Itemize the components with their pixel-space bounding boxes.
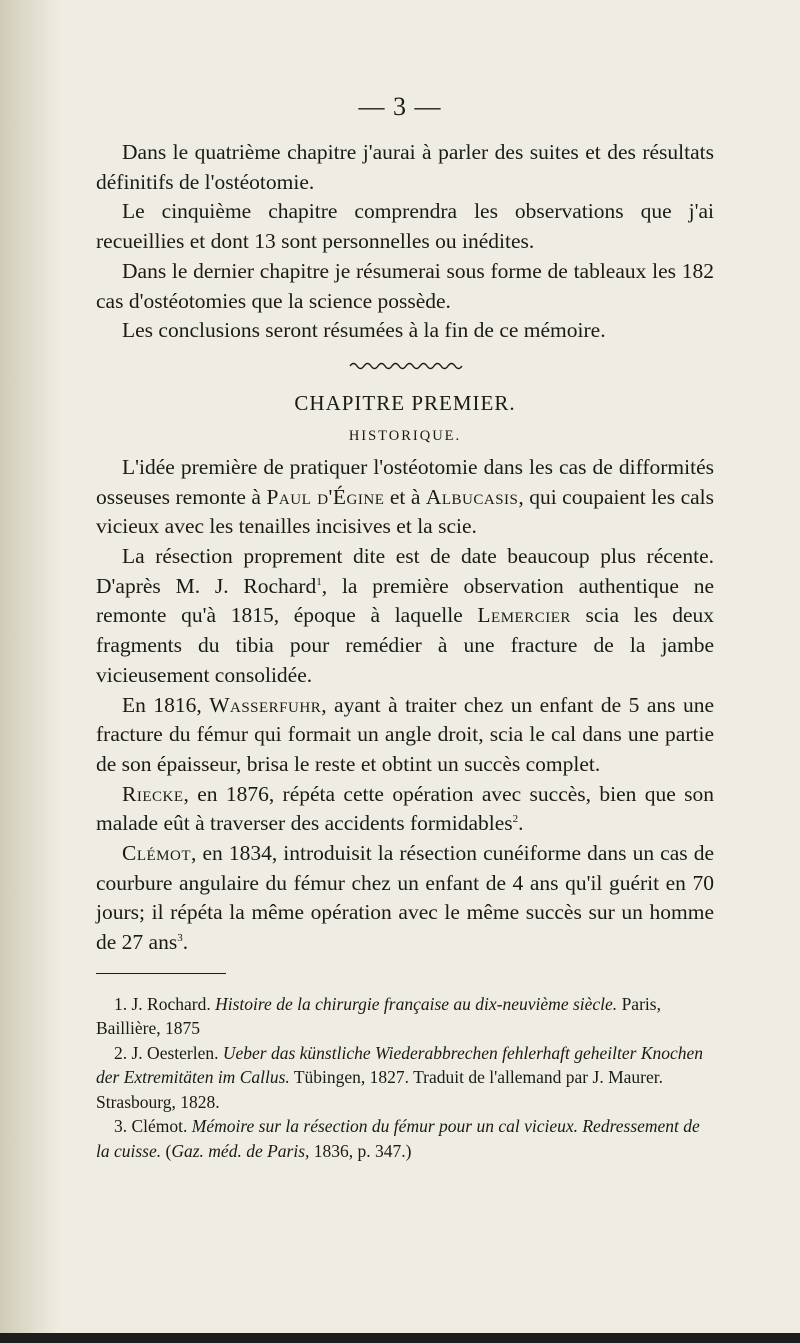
author-name: Paul d'Égine: [266, 484, 385, 509]
footnote-ref: 3: [177, 932, 183, 945]
page-edge-shadow: [0, 0, 60, 1343]
chapter-subtitle: HISTORIQUE.: [348, 427, 462, 444]
author-name: Lemercier: [477, 603, 571, 628]
paragraph-clemot: Clémot, en 1834, introduisit la résection cunéiforme dans un cas de courbure angulaire du fémur chez un enfant de 4 ans qu'il guérit en 70 jours; il répéta la même opération avec le même succès sur un homme de 27 ans$^3$.: [96, 841, 714, 955]
author-name: Clémot: [122, 841, 191, 866]
paragraph: Dans le dernier chapitre je résumerai sous forme de tableaux les 182 cas d'ostéotomies que la science possède.: [96, 258, 714, 313]
footnote-ref: 1: [316, 575, 322, 588]
footnote: 2. J. Oesterlen. Ueber das künstliche Wiederabbrechen fehlerhaft geheilter Knochen der Extremitäten im Callus. Tübingen, 1827. Traduit de l'allemand par J. Maurer. Strasbourg, 1828.: [96, 1042, 704, 1112]
main-text: [96, 138, 714, 1163]
footnote: 1. J. Rochard. Histoire de la chirurgie française au dix-neuvième siècle. Paris, Baillière, 1875: [96, 993, 661, 1039]
paragraph-riecke: Riecke, en 1876, répéta cette opération avec succès, bien que son malade eût à traverser des accidents formidables$^2$.: [96, 781, 714, 836]
footnote: 3. Clémot. Mémoire sur la résection du fémur pour un cal vicieux. Redressement de la cuisse. (Gaz. méd. de Paris, 1836, p. 347.): [96, 1116, 700, 1161]
author-name: Wasserfuhr: [209, 692, 322, 717]
scan-bottom-edge: [0, 1333, 800, 1343]
footnote-rule: [96, 973, 226, 974]
paragraph-wasserfuhr: En 1816, Wasserfuhr, ayant à traiter chez un enfant de 5 ans une fracture du fémur qui formait un angle droit, scia le cal dans une partie de son épaisseur, brisa le reste et obtint un succès complet.: [96, 692, 714, 776]
page-number: — 3 —: [358, 92, 442, 121]
paragraph: Le cinquième chapitre comprendra les observations que j'ai recueillies et dont 13 sont personnelles ou inédites.: [96, 199, 714, 254]
paragraph-origin: L'idée première de pratiquer l'ostéotomie dans les cas de difformités osseuses remonte à Paul d'Égine et à Albucasis, qui coupaient les cals vicieux avec les tenailles incisives et la scie.: [96, 454, 714, 539]
paragraph: Les conclusions seront résumées à la fin de ce mémoire.: [122, 318, 606, 343]
footnote-ref: 2: [512, 813, 519, 826]
paragraph: Dans le quatrième chapitre j'aurai à parler des suites et des résultats définitifs de l'ostéotomie.: [96, 140, 714, 194]
paragraph-resection: La résection proprement dite est de date beaucoup plus récente. D'après M. J. Rochard$^1$, la première observation authentique ne remonte qu'à 1815, époque à laquelle Lemercier scia les deux fragments du tibia pour remédier à une fracture de la jambe vicieusement consolidée.: [96, 544, 714, 687]
wavy-ornament-divider: [96, 357, 714, 375]
author-name: Riecke: [122, 781, 184, 806]
chapter-title: CHAPITRE PREMIER.: [294, 390, 516, 415]
author-name: Albucasis: [425, 484, 519, 509]
